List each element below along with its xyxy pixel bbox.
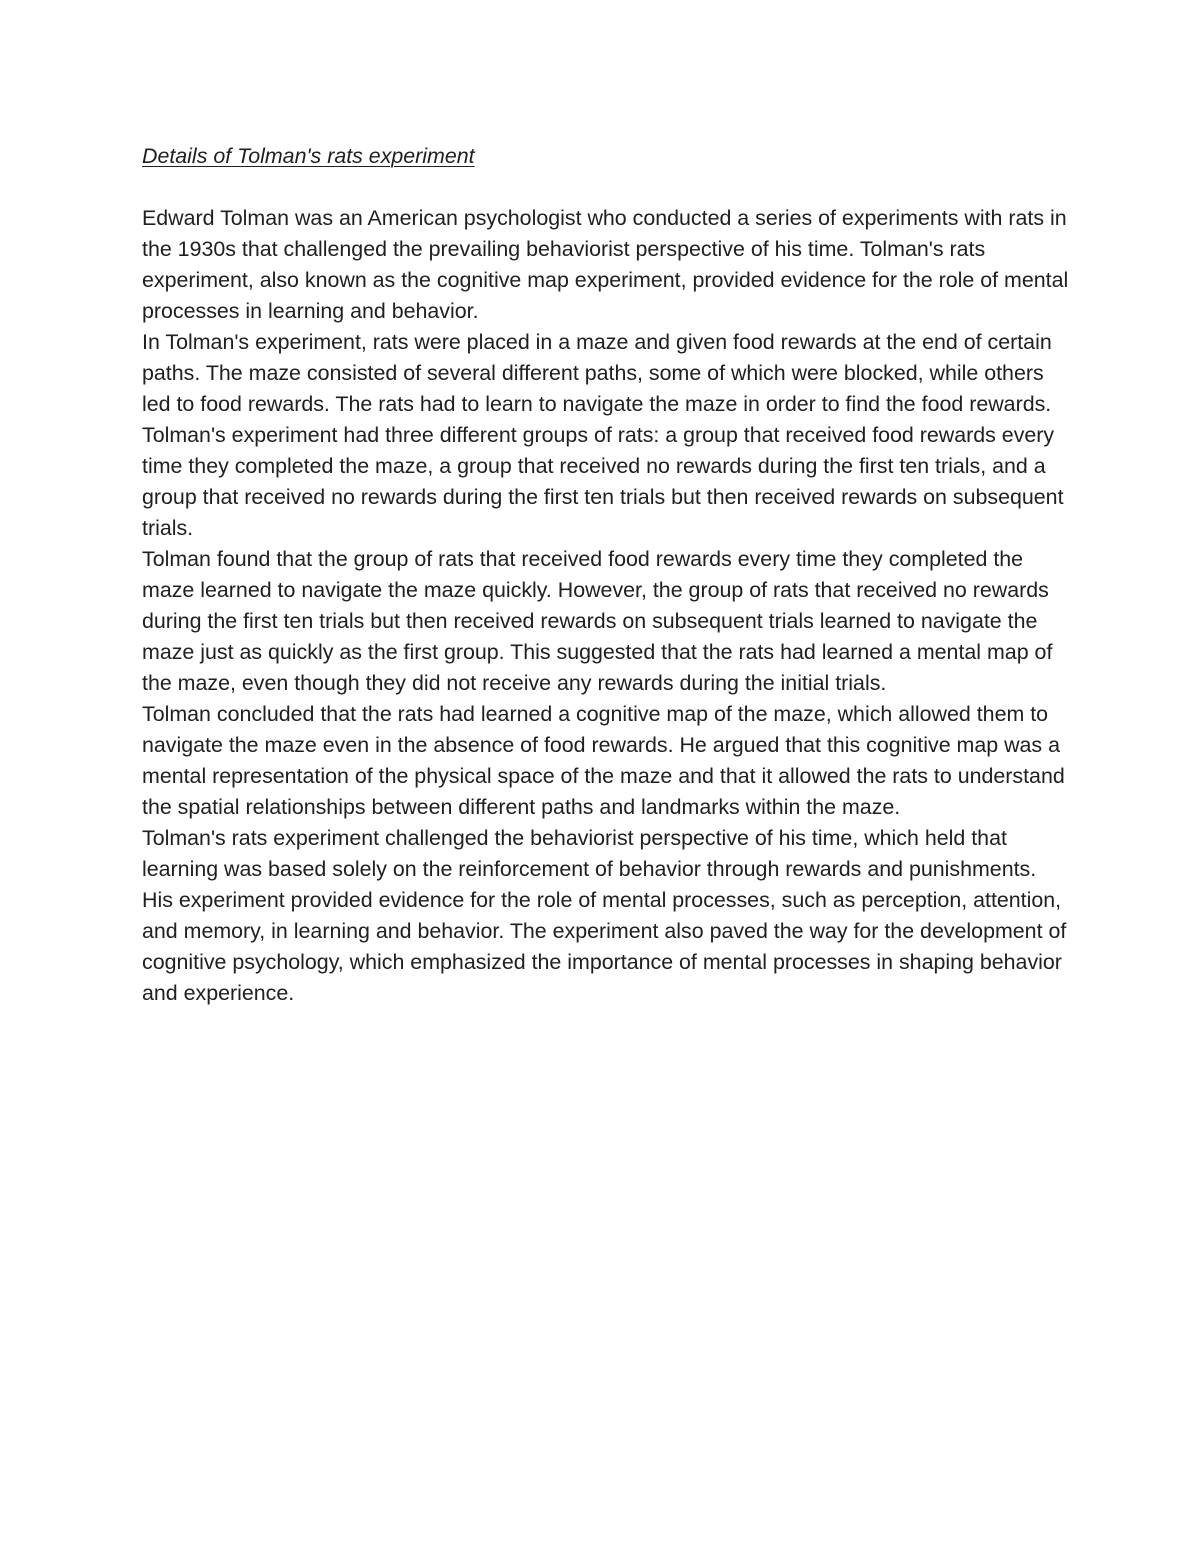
document-title: Details of Tolman's rats experiment [142,144,475,168]
document-body [142,141,1072,1009]
paragraph-3: Tolman's experiment had three different groups of rats: a group that received food rewards every time they completed the maze, a group that received no rewards during the first ten trials, and a group that received no rewards during the first ten trials but then received rewards on subsequent trials. [142,423,1064,540]
paragraph-6: Tolman's rats experiment challenged the behaviorist perspective of his time, which held that learning was based solely on the reinforcement of behavior through rewards and punishments. His experiment provided evidence for the role of mental processes, such as perception, attention, and memory, in learning and behavior. The experiment also paved the way for the development of cognitive psychology, which emphasized the importance of mental processes in shaping behavior and experience. [142,826,1067,1005]
paragraph-2: In Tolman's experiment, rats were placed in a maze and given food rewards at the end of certain paths. The maze consisted of several different paths, some of which were blocked, while others led to food rewards. The rats had to learn to navigate the maze in order to find the food rewards. [142,330,1052,416]
paragraph-1: Edward Tolman was an American psychologist who conducted a series of experiments with rats in the 1930s that challenged the prevailing behaviorist perspective of his time. Tolman's rats experiment, also known as the cognitive map experiment, provided evidence for the role of mental processes in learning and behavior. [142,206,1069,323]
paragraph-5: Tolman concluded that the rats had learned a cognitive map of the maze, which allowed them to navigate the maze even in the absence of food rewards. He argued that this cognitive map was a mental representation of the physical space of the maze and that it allowed the rats to understand the spatial relationships between different paths and landmarks within the maze. [142,702,1065,819]
paragraph-4: Tolman found that the group of rats that received food rewards every time they completed the maze learned to navigate the maze quickly. However, the group of rats that received no rewards during the first ten trials but then received rewards on subsequent trials learned to navigate the maze just as quickly as the first group. This suggested that the rats had learned a mental map of the maze, even though they did not receive any rewards during the initial trials. [142,547,1053,695]
